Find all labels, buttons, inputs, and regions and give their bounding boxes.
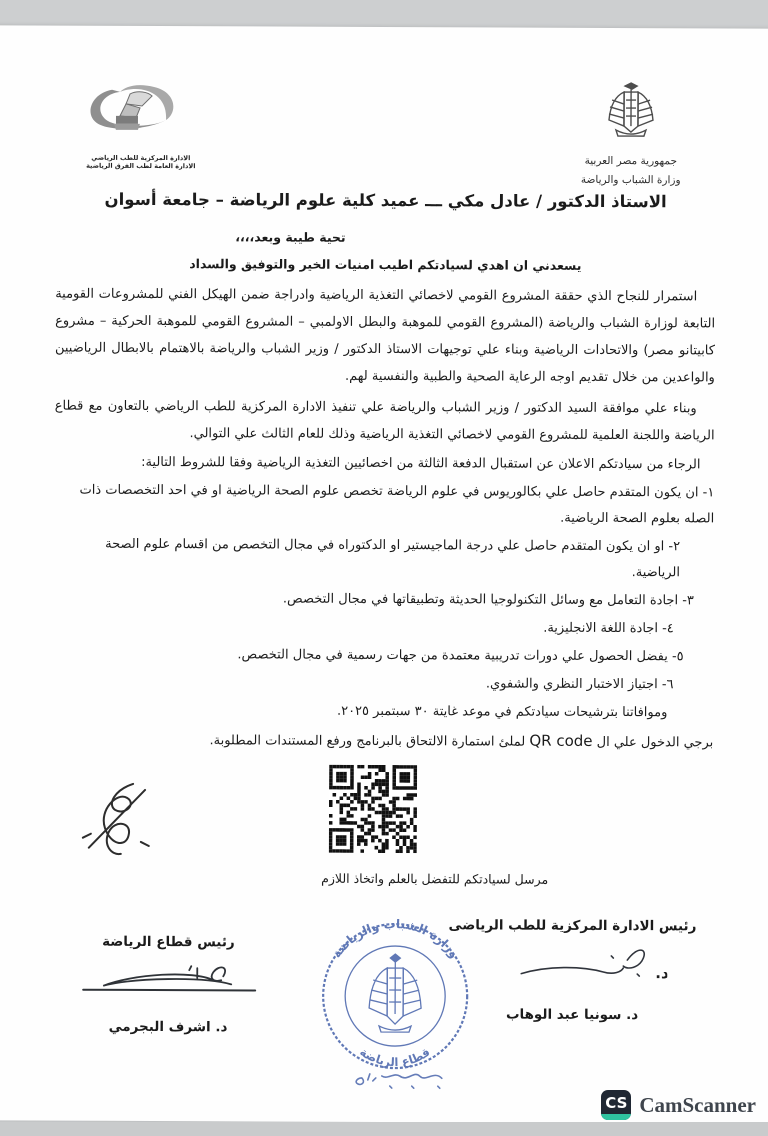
scan-edge-bottom <box>0 1122 768 1136</box>
stamp-bottom-text: قطاع الرياضة <box>357 1044 433 1070</box>
signature-left-title: رئيس قطاع الرياضة <box>102 933 235 951</box>
egypt-emblem-block <box>546 78 716 191</box>
request-line: الرجاء من سيادتكم الاعلان عن استقبال الدفعة الثالثة من اخصائيين التغذية الرياضية وفقا للشروط التالية: <box>141 454 701 473</box>
signature-right-title: رئيس الادارة المركزية للطب الرياضى <box>448 917 697 935</box>
scanned-paper <box>0 25 768 1123</box>
handwritten-note-blue <box>342 1060 452 1094</box>
qr-instruction-post: لملئ استمارة الالتحاق بالبرنامج ورفع المستندات المطلوبة. <box>209 733 530 750</box>
qr-code <box>329 765 417 853</box>
camscanner-label: CamScanner <box>639 1092 756 1117</box>
camscanner-watermark <box>601 1090 756 1120</box>
handwritten-signature-right <box>477 939 667 992</box>
letter-header <box>56 76 716 187</box>
addressee-line: الاستاذ الدكتور / عادل مكي ـــ عميد كلية علوم الرياضة – جامعة أسوان <box>104 189 667 212</box>
sports-medicine-logo-icon <box>82 82 200 145</box>
condition-item-2: ٢- او ان يكون المتقدم حاصل علي درجة الماجيستير او الدكتوراه في مجال التخصص من اقسام علوم الصحة الرياضية. <box>105 536 681 581</box>
body-paragraph-1: استمرار للنجاح الذي حققة المشروع القومي لاخصائي التغذية الرياضية وادراجة ضمن الهيكل الفني للمشروعات القومية التابعة لوزارة الشباب والرياضة (المشروع القومي للموهبة والبطل الاولمبي – المشروع القومي للموهبة الحركية – مشروع كابيتانو مصر) والاتحادات الرياضية وبناء علي توجيهات الاستاذ الدكتور / وزير الشباب والرياضة بالاهتمام بالابطال الرياضيين والواعدين من خلال تقديم اوجه الرعاية الصحية والطبية والنفسية لهم. <box>54 286 716 386</box>
condition-item-5: ٥- يفضل الحصول علي دورات تدريبية معتمدة من جهات رسمية في مجال التخصص. <box>237 647 684 665</box>
signature-block-left <box>68 911 269 1042</box>
conditions-list <box>53 478 714 699</box>
qr-instruction-line <box>53 726 713 757</box>
sports-medicine-logo-block <box>56 76 226 171</box>
emblem-caption-2: وزارة الشباب والرياضة <box>580 173 681 187</box>
condition-item-6: ٦- اجتياز الاختبار النظري والشفوي. <box>485 676 674 693</box>
letter-content <box>0 25 768 1123</box>
qr-code-word: QR code <box>529 731 593 750</box>
body-paragraph-2: وبناء علي موافقة السيد الدكتور / وزير الشباب والرياضة علي تنفيذ الادارة المركزية للطب الرياضي بالتعاون مع قطاع الرياضة واللجنة العلمية للمشروع القومي لاخصائي التغذية الرياضية وذلك للعام الثالث علي التوالي. <box>54 398 715 444</box>
signature-row <box>52 911 713 1084</box>
opening-line: يسعدني ان اهدي لسيادتكم اطيب امنيات الخير والتوفيق والسداد <box>189 256 582 273</box>
signature-right-name: د. سونيا عبد الوهاب <box>505 1006 639 1024</box>
stamp-eagle-icon <box>369 954 421 1032</box>
emblem-caption-1: جمهورية مصر العربية <box>584 154 678 168</box>
egypt-eagle-icon <box>602 80 660 142</box>
logo-caption-1: الادارة المركزية للطب الرياضي <box>91 153 191 163</box>
deadline-line: وموافاتنا بترشيحات سيادتكم في موعد غايتة ٣٠ سبتمبر ٢٠٢٥. <box>336 703 668 721</box>
logo-caption-2: الادارة العامة لطب الفرق الرياضية <box>86 161 196 171</box>
forward-note-line: مرسل لسيادتكم للتفضل بالعلم واتخاذ اللازم <box>321 870 549 887</box>
signature-left-name: د. اشرف البجرمي <box>108 1018 228 1036</box>
salutation-line: تحية طيبة وبعد،،،، <box>235 229 346 245</box>
stamp-top-text: وزارة الشباب والرياضة <box>329 916 462 961</box>
camscanner-icon <box>601 1090 631 1120</box>
condition-item-1: ١- ان يكون المتقدم حاصل علي بكالوريوس في علوم الرياضة تخصص علوم الصحة الرياضية او في احد التخصصات ذات الصله بعلوم الصحة الرياضية. <box>79 482 715 527</box>
condition-item-3: ٣- اجادة التعامل مع وسائل التكنولوجيا الحديثة وتطبيقاتها في مجال التخصص. <box>282 591 694 609</box>
handwritten-signature-left <box>73 956 263 1005</box>
qr-row <box>53 762 713 861</box>
handwritten-signature-main <box>71 776 161 862</box>
camscanner-badge-text: CS <box>605 1093 628 1112</box>
condition-item-4: ٤- اجادة اللغة الانجليزية. <box>543 620 674 637</box>
qr-instruction-pre: برجي الدخول علي ال <box>592 734 714 751</box>
signature-right-prefix: د. <box>655 964 668 983</box>
